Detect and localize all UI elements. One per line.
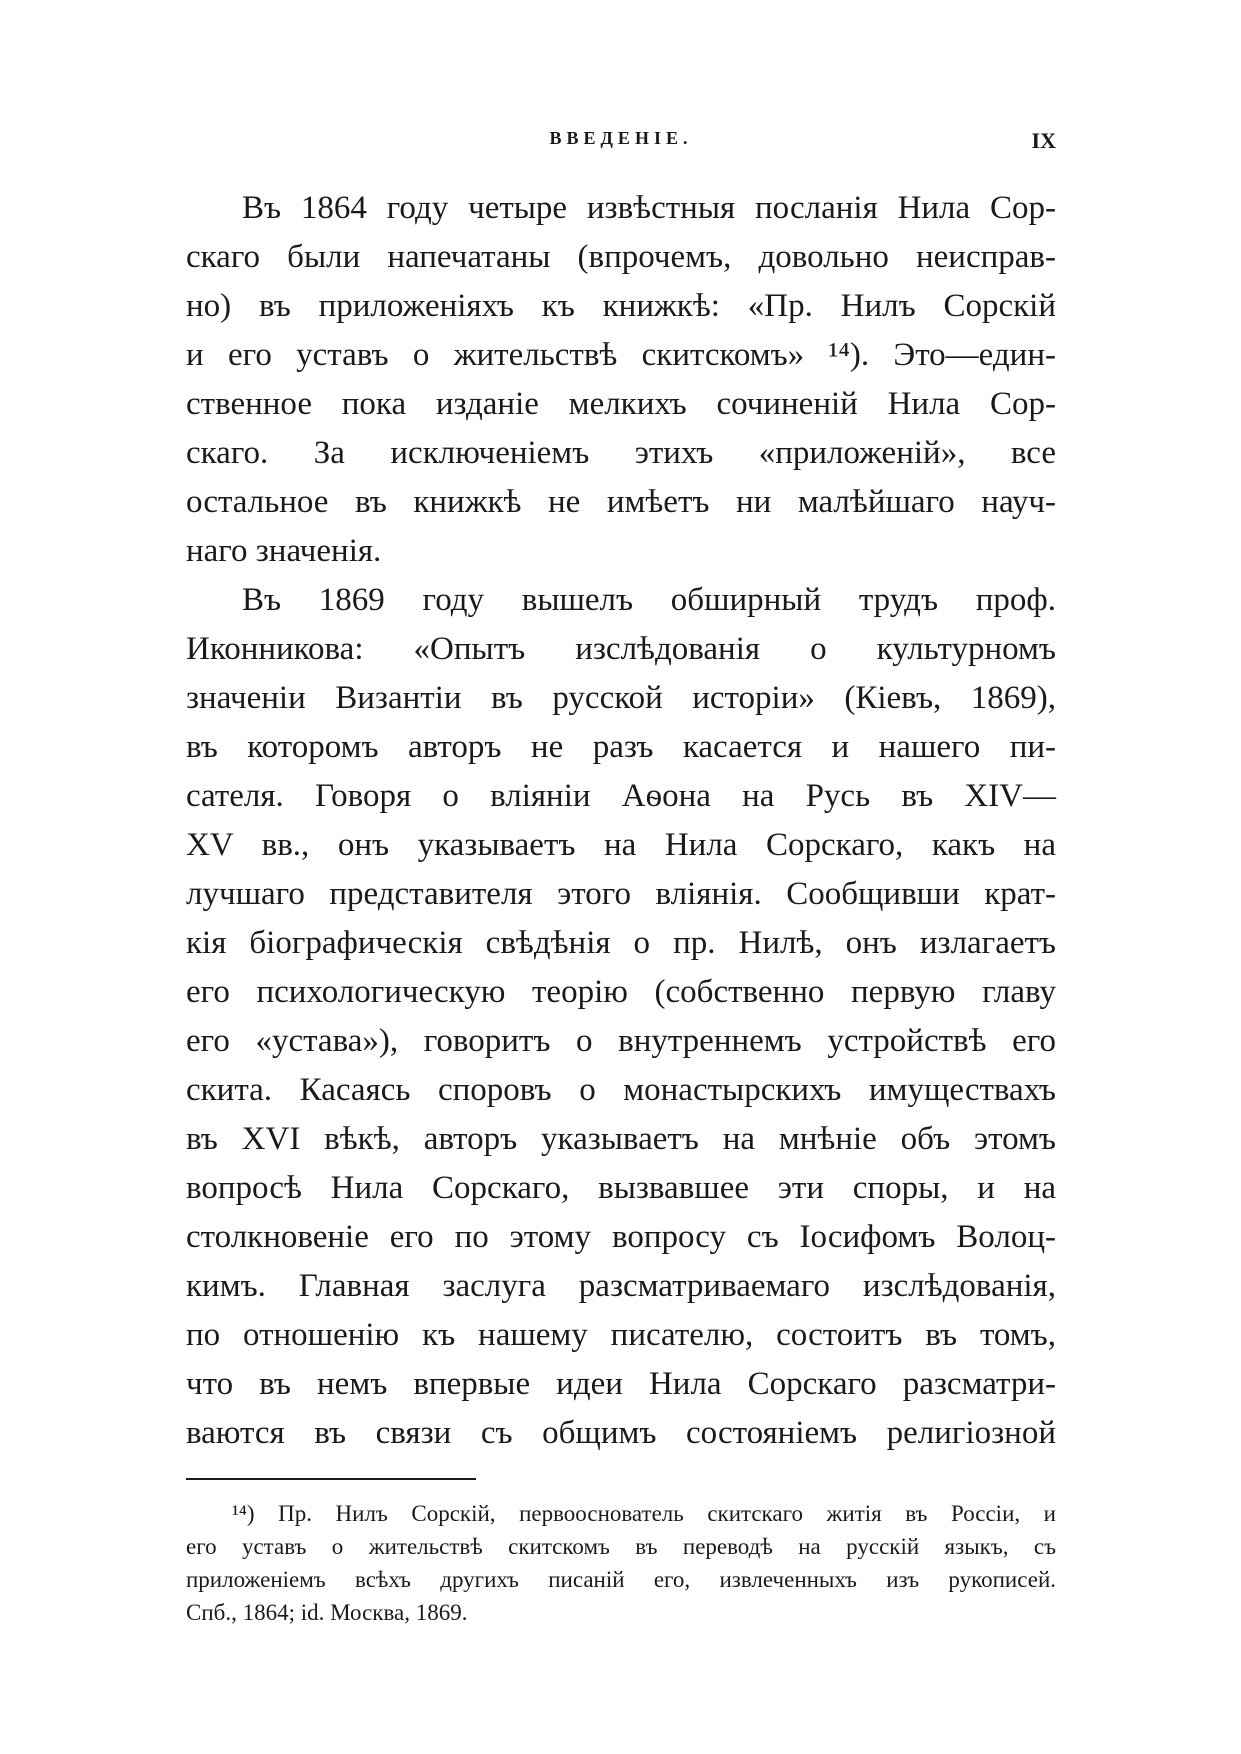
footnotes: [186, 1497, 1056, 1629]
page-number: IX: [1031, 128, 1056, 153]
text-line: что въ немъ впервые идеи Нила Сорскаго разсматри-: [186, 1366, 1056, 1402]
footnote-line: его уставъ о жительствѣ скитскомъ въ переводѣ на русскій языкъ, съ: [186, 1534, 1056, 1559]
text-line: XV вв., онъ указываетъ на Нила Сорскаго, какъ на: [186, 827, 1056, 863]
text-line: по отношенію къ нашему писателю, состоитъ въ томъ,: [186, 1317, 1056, 1353]
text-line: въ XVI вѣкѣ, авторъ указываетъ на мнѣніе объ этомъ: [186, 1121, 1056, 1157]
footnote-line: приложеніемъ всѣхъ другихъ писаній его, извлеченныхъ изъ рукописей.: [186, 1567, 1056, 1592]
text-line: но) въ приложеніяхъ къ книжкѣ: «Пр. Нилъ Сорскій: [186, 288, 1056, 324]
text-line: ственное пока изданіе мелкихъ сочиненій Нила Сор-: [186, 386, 1056, 422]
text-line: Въ 1864 году четыре извѣстныя посланія Нила Сор-: [242, 190, 1056, 226]
text-line: и его уставъ о жительствѣ скитскомъ» ¹⁴). Это—един-: [186, 337, 1056, 373]
text-line: его «устава»), говоритъ о внутреннемъ устройствѣ его: [186, 1023, 1056, 1059]
text-line: ваются въ связи съ общимъ состояніемъ религіозной: [186, 1415, 1056, 1451]
text-line: остальное въ книжкѣ не имѣетъ ни малѣйшаго науч-: [186, 484, 1056, 520]
text-line: скаго. За исключеніемъ этихъ «приложеній», все: [186, 435, 1056, 471]
text-line: лучшаго представителя этого вліянія. Сообщивши крат-: [186, 876, 1056, 912]
text-line: Въ 1869 году вышелъ обширный трудъ проф.: [242, 582, 1056, 618]
text-line: кимъ. Главная заслуга разсматриваемаго изслѣдованія,: [186, 1268, 1056, 1304]
text-line: скаго были напечатаны (впрочемъ, довольно неисправ-: [186, 239, 1056, 275]
text-line: сателя. Говоря о вліяніи Аѳона на Русь въ XIV—: [186, 778, 1056, 814]
footnote-line: Спб., 1864; id. Москва, 1869.: [186, 1600, 468, 1625]
text-line: Иконникова: «Опытъ изслѣдованія о культурномъ: [186, 631, 1056, 667]
body-text: [186, 184, 1056, 1458]
running-title: ВВЕДЕНІЕ.: [549, 128, 693, 148]
text-line: столкновеніе его по этому вопросу съ Іосифомъ Волоц-: [186, 1219, 1056, 1255]
text-line: кія біографическія свѣдѣнія о пр. Нилѣ, онъ излагаетъ: [186, 925, 1056, 961]
text-line: его психологическую теорію (собственно первую главу: [186, 974, 1056, 1010]
running-head: [186, 128, 1056, 158]
text-line: скита. Касаясь споровъ о монастырскихъ имуществахъ: [186, 1072, 1056, 1108]
text-line: въ которомъ авторъ не разъ касается и нашего пи-: [186, 729, 1056, 765]
paragraph-1: [186, 184, 1056, 576]
footnote-line: ¹⁴) Пр. Нилъ Сорскій, первооснователь скитскаго житія въ Россіи, и: [232, 1501, 1056, 1526]
footnote-divider: [186, 1478, 476, 1480]
text-line: значеніи Византіи въ русской исторіи» (Кіевъ, 1869),: [186, 680, 1056, 716]
paragraph-2: [186, 576, 1056, 1458]
text-line: вопросѣ Нила Сорскаго, вызвавшее эти споры, и на: [186, 1170, 1056, 1206]
text-line: наго значенія.: [186, 533, 382, 569]
